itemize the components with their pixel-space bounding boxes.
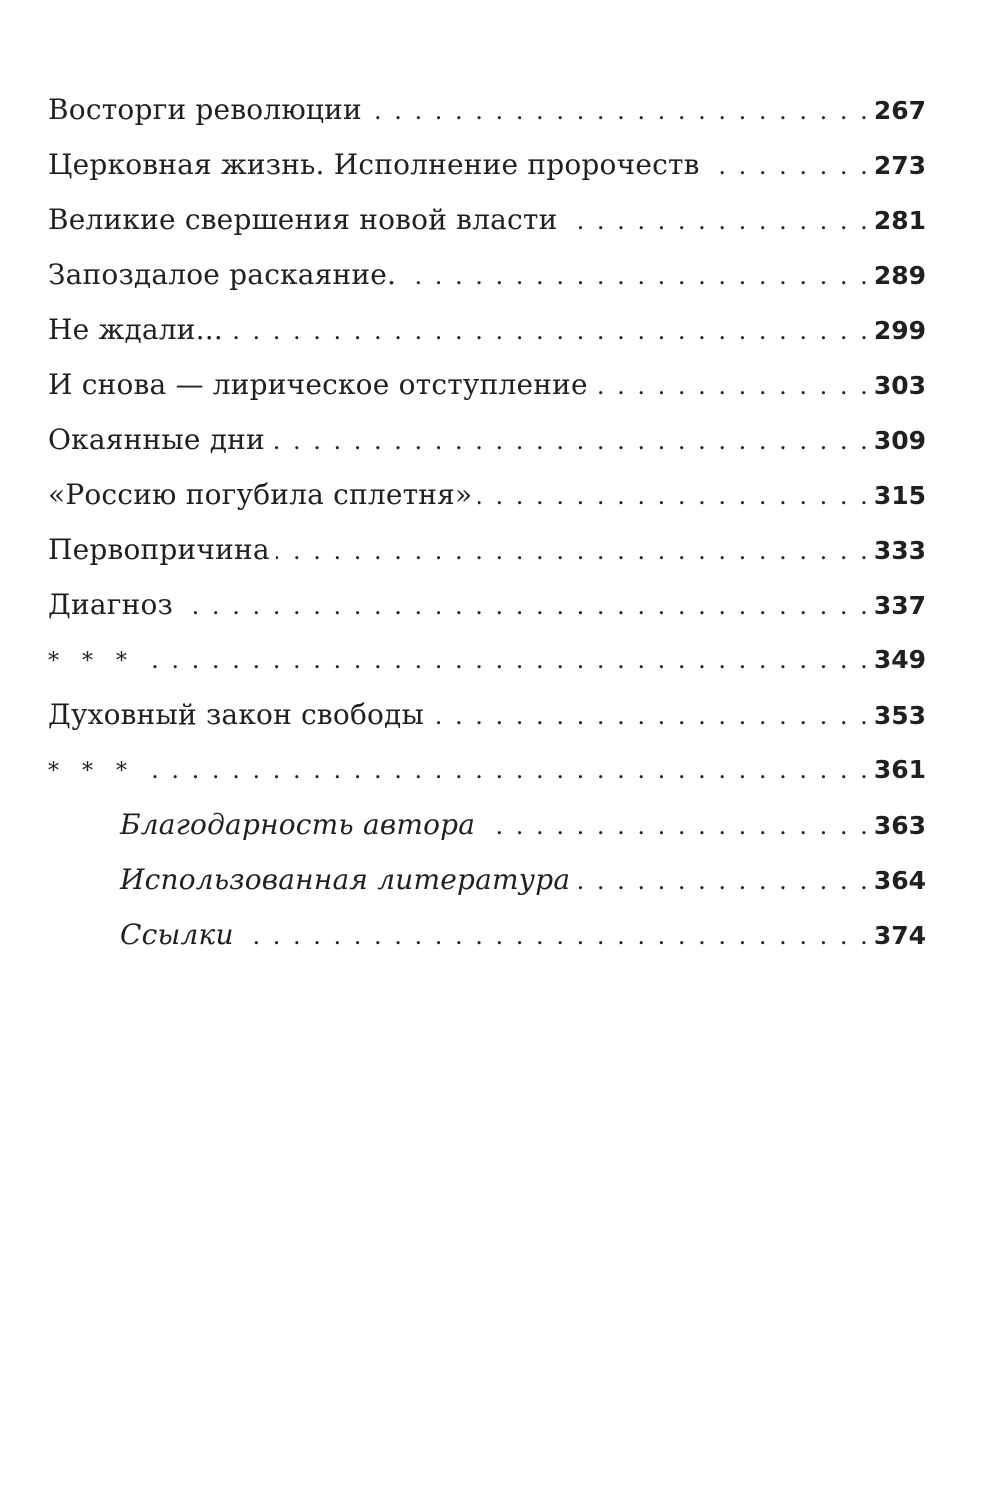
dot-leader bbox=[271, 414, 868, 469]
toc-entry-page: 363 bbox=[873, 811, 926, 840]
dot-leader bbox=[478, 469, 867, 524]
dot-leader bbox=[594, 359, 868, 414]
toc-entry bbox=[48, 412, 926, 467]
toc-entry-title: Использованная литература bbox=[120, 863, 571, 896]
toc-entry bbox=[48, 357, 926, 412]
toc-entry bbox=[48, 302, 926, 357]
dot-leader bbox=[430, 689, 868, 744]
toc-entry bbox=[48, 82, 926, 137]
dot-leader bbox=[229, 304, 868, 359]
toc-entry bbox=[48, 137, 926, 192]
toc-entry-page: 289 bbox=[873, 261, 926, 290]
toc-entry-section-break bbox=[48, 632, 926, 687]
toc-entry-page: 309 bbox=[873, 426, 926, 455]
toc-entry-title: Запоздалое раскаяние. bbox=[48, 258, 397, 291]
toc-entry-page: 364 bbox=[873, 866, 926, 895]
dot-leader bbox=[179, 579, 868, 634]
toc-entry-title: Восторги революции bbox=[48, 93, 362, 126]
toc-entry-title: Духовный закон свободы bbox=[48, 698, 424, 731]
toc-entry-page: 353 bbox=[873, 701, 926, 730]
toc-entry-title: Диагноз bbox=[48, 588, 173, 621]
toc-entry-title: Окаянные дни bbox=[48, 423, 265, 456]
toc-entry-page: 374 bbox=[873, 921, 926, 950]
toc-entry-page: 349 bbox=[873, 645, 926, 674]
toc-entry-page: 315 bbox=[873, 481, 926, 510]
toc-entry-page: 273 bbox=[873, 151, 926, 180]
toc-entry bbox=[48, 577, 926, 632]
toc-entry-title: «Россию погубила сплетня» bbox=[48, 478, 473, 511]
toc-entry-appendix bbox=[48, 797, 926, 852]
toc-entry-title: * * * bbox=[48, 649, 135, 674]
toc-entry-page: 303 bbox=[873, 371, 926, 400]
toc-entry-appendix bbox=[48, 907, 926, 962]
toc-entry-title: Великие свершения новой власти bbox=[48, 203, 558, 236]
toc-entry bbox=[48, 192, 926, 247]
toc-entry-page: 267 bbox=[873, 96, 926, 125]
dot-leader bbox=[368, 84, 868, 139]
dot-leader bbox=[240, 909, 868, 964]
toc-entry-page: 333 bbox=[873, 536, 926, 565]
toc-entry bbox=[48, 467, 926, 522]
table-of-contents bbox=[48, 82, 926, 962]
dot-leader bbox=[563, 194, 867, 249]
dot-leader bbox=[402, 249, 868, 304]
dot-leader bbox=[576, 854, 868, 909]
toc-entry-title: Благодарность автора bbox=[120, 808, 476, 841]
dot-leader bbox=[141, 633, 868, 688]
toc-entry-title: Первопричина bbox=[48, 533, 270, 566]
toc-entry-title: Церковная жизнь. Исполнение пророчеств bbox=[48, 148, 700, 181]
toc-entry bbox=[48, 522, 926, 577]
toc-entry-page: 361 bbox=[873, 755, 926, 784]
toc-entry bbox=[48, 687, 926, 742]
toc-entry-page: 337 bbox=[873, 591, 926, 620]
dot-leader bbox=[276, 524, 868, 579]
toc-entry-title: И снова — лирическое отступление bbox=[48, 368, 588, 401]
toc-entry bbox=[48, 247, 926, 302]
dot-leader bbox=[481, 799, 868, 854]
toc-entry-title: Не ждали... bbox=[48, 313, 223, 346]
toc-entry-title: * * * bbox=[48, 759, 135, 784]
toc-entry-title: Ссылки bbox=[120, 918, 234, 951]
toc-entry-appendix bbox=[48, 852, 926, 907]
dot-leader bbox=[141, 743, 868, 798]
dot-leader bbox=[706, 139, 868, 194]
toc-entry-page: 281 bbox=[873, 206, 926, 235]
toc-entry-page: 299 bbox=[873, 316, 926, 345]
toc-entry-section-break bbox=[48, 742, 926, 797]
